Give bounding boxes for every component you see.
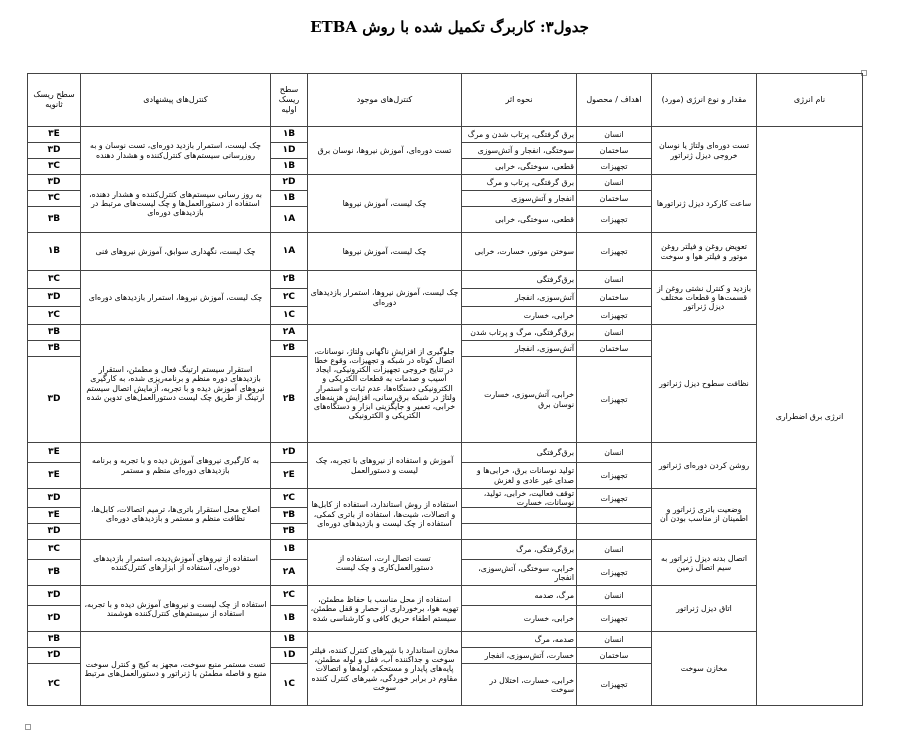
initial-risk-cell: ۲C [271,289,308,307]
secondary-risk-cell: ۲C [28,307,81,325]
target-cell: انسان [577,443,652,463]
energy-amount-cell: تست دوره‌ای ولتاژ یا نوسان خروجی دیزل ژنراتور [652,127,757,175]
proposed-controls-cell: تست مستمر منبع سوخت، مجهز به کیج و کنترل سوخت منبع و فاصله مطمئن با ژنراتور و دستورالعمل‌های مرتبط [81,632,271,706]
initial-risk-cell: ۲A [271,325,308,341]
effect-cell: برق گرفتگی، پرتاب و مرگ [462,175,577,191]
existing-controls-cell: استفاده از محل مناسب با حفاظ مطمئن، تهویه هوا، برخورداری از حصار و قفل مطمئن، سیستم اطفاء حریق کافی و کارشناسی شده [308,586,462,632]
initial-risk-cell: ۳B [271,508,308,524]
target-cell: ساختمان [577,191,652,207]
secondary-risk-cell: ۲C [28,664,81,706]
target-cell: تجهیزات [577,560,652,586]
target-cell: انسان [577,271,652,289]
initial-risk-cell: ۲B [271,357,308,443]
secondary-risk-cell: ۳E [28,508,81,524]
header-effect: نحوه اثر [462,74,577,127]
existing-controls-cell: استفاده از روش استاندارد، استفاده از کابل‌ها و اتصالات، شیت‌ها، استفاده از باتری کمکی، استفاده از چک لیست و بازدیدهای دوره‌ای [308,489,462,540]
initial-risk-cell: ۲D [271,443,308,463]
effect-cell: سوختگی، انفجار و آتش‌سوزی [462,143,577,159]
initial-risk-cell: ۱B [271,632,308,648]
table-row [28,540,863,560]
header-target: اهداف / محصول [577,74,652,127]
secondary-risk-cell: ۳C [28,159,81,175]
proposed-controls-cell: چک لیست، استمرار بازدید دوره‌ای، تست نوسان و به روزرسانی سیستم‌های کنترل‌کننده و هشدار دهنده [81,127,271,175]
initial-risk-cell: ۱B [271,540,308,560]
effect-cell: برق گرفتگی، پرتاب شدن و مرگ [462,127,577,143]
target-cell: ساختمان [577,341,652,357]
table-row [28,127,863,143]
table-header-row [28,74,863,127]
target-cell: انسان [577,540,652,560]
initial-risk-cell: ۱B [271,159,308,175]
effect-cell: توقف فعالیت، خرابی، تولید، نوسانات، خسارت [462,489,577,508]
initial-risk-cell: ۲C [271,586,308,606]
secondary-risk-cell: ۳C [28,191,81,207]
effect-cell: برق‌گرفتگی [462,443,577,463]
target-cell: تجهیزات [577,606,652,632]
table-row [28,271,863,289]
secondary-risk-cell: ۳D [28,357,81,443]
effect-cell: آتش‌سوزی، انفجار [462,341,577,357]
effect-cell: تولید نوسانات برق، خرابی‌ها و صدای غیر عادی و لغزش [462,463,577,489]
proposed-controls-cell: اصلاح محل استقرار باتری‌ها، ترمیم اتصالات، کابل‌ها، نظافت منظم و مستمر و بازدیدهای دوره‌ای [81,489,271,540]
effect-cell: برق‌گرفتگی، مرگ و پرتاب شدن [462,325,577,341]
initial-risk-cell: ۱C [271,307,308,325]
effect-cell: صدمه، مرگ [462,632,577,648]
table-row [28,489,863,508]
energy-amount-cell: وضعیت باتری ژنراتور و اطمینان از مناسب بودن آن [652,489,757,540]
effect-cell: مرگ، صدمه [462,586,577,606]
effect-cell: خرابی، سوختگی، آتش‌سوزی، انفجار [462,560,577,586]
existing-controls-cell: چک لیست، آموزش نیروها، استمرار بازدیدهای دوره‌ای [308,271,462,325]
effect-cell: برق‌گرفتگی، مرگ [462,540,577,560]
header-energy-name: نام انرژی [757,74,863,127]
initial-risk-cell: ۱D [271,648,308,664]
energy-amount-cell: تعویض روغن و فیلتر روغن موتور و فیلتر هوا و سوخت [652,233,757,271]
effect-cell: قطعی، سوختگی، خرابی [462,207,577,233]
existing-controls-cell: تست دوره‌ای، آموزش نیروها، نوسان برق [308,127,462,175]
proposed-controls-cell: به روز رسانی سیستم‌های کنترل‌کننده و هشدار دهنده، استفاده از دستورالعمل‌ها و چک لیست‌های مرتبط در بازدیدهای دوره‌ای [81,175,271,233]
initial-risk-cell: ۱B [271,127,308,143]
energy-amount-cell: اتاق دیزل ژنراتور [652,586,757,632]
target-cell: انسان [577,632,652,648]
table-row [28,325,863,341]
effect-cell: خسارت، آتش‌سوزی، انفجار [462,648,577,664]
initial-risk-cell: ۱B [271,606,308,632]
effect-cell: آتش‌سوزی، انفجار [462,289,577,307]
target-cell: انسان [577,175,652,191]
etba-worksheet-table [27,73,863,706]
existing-controls-cell: آموزش و استفاده از نیروهای با تجربه، چک لیست و دستورالعمل [308,443,462,489]
secondary-risk-cell: ۳D [28,586,81,606]
secondary-risk-cell: ۳D [28,289,81,307]
secondary-risk-cell: ۳C [28,540,81,560]
effect-cell: قطعی، سوختگی، خرابی [462,159,577,175]
secondary-risk-cell: ۳D [28,524,81,540]
effect-cell: انفجار و آتش‌سوزی [462,191,577,207]
secondary-risk-cell: ۳E [28,443,81,463]
initial-risk-cell: ۲B [271,271,308,289]
effect-cell: سوختن موتور، خسارت، خرابی [462,233,577,271]
target-cell: تجهیزات [577,207,652,233]
effect-cell: خرابی، آتش‌سوزی، خسارت نوسان برق [462,357,577,443]
initial-risk-cell: ۱D [271,143,308,159]
energy-amount-cell: روشن کردن دوره‌ای ژنراتور [652,443,757,489]
existing-controls-cell: چک لیست، آموزش نیروها [308,233,462,271]
target-cell: ساختمان [577,648,652,664]
effect-cell: خرابی، خسارت، اختلال در سوخت [462,664,577,706]
energy-amount-cell: ساعت کارکرد دیزل ژنراتورها [652,175,757,233]
secondary-risk-cell: ۳D [28,143,81,159]
table-row [28,233,863,271]
proposed-controls-cell: چک لیست، آموزش نیروها، استمرار بازدیدهای دوره‌ای [81,271,271,325]
proposed-controls-cell: استقرار سیستم ارتینگ فعال و مطمئن، استقرار بازدیدهای دوره منظم و برنامه‌ریزی شده، به کارگیری نیروهای آموزش دیده و با تجربه، آزمایش اتصال سیستم ارتینگ از طریق چک لیست دستورالعمل‌های تدوین شده [81,325,271,443]
initial-risk-cell: ۲C [271,489,308,508]
target-cell: انسان [577,127,652,143]
initial-risk-cell: ۱B [271,191,308,207]
energy-name-cell: انرژی برق اضطراری [757,127,863,706]
existing-controls-cell: چک لیست، آموزش نیروها [308,175,462,233]
existing-controls-cell: مخازن استاندارد با شیرهای کنترل کننده، فیلتر سوخت و جداکننده آب، قفل و لوله مطمئن، پایه‌های پایدار و مستحکم، لوله‌ها و اتصالات مقاوم در برابر خوردگی، شیرهای کنترل کننده سوخت [308,632,462,706]
secondary-risk-cell: ۳B [28,632,81,648]
secondary-risk-cell: ۳B [28,325,81,341]
header-energy-amount: مقدار و نوع انرژی (مورد) [652,74,757,127]
target-cell: تجهیزات [577,489,652,508]
target-cell: تجهیزات [577,233,652,271]
effect-cell: برق‌گرفتگی [462,271,577,289]
table-title: جدول۳: کاربرگ تکمیل شده با روش ETBA [310,18,589,36]
initial-risk-cell: ۲E [271,463,308,489]
initial-risk-cell: ۲D [271,175,308,191]
target-cell: انسان [577,586,652,606]
energy-amount-cell: نظافت سطوح دیزل ژنراتور [652,325,757,443]
initial-risk-cell: ۲B [271,341,308,357]
secondary-risk-cell: ۳C [28,271,81,289]
energy-amount-cell: اتصال بدنه دیزل ژنراتور به سیم اتصال زمین [652,540,757,586]
target-cell: ساختمان [577,289,652,307]
proposed-controls-cell: استفاده از چک لیست و نیروهای آموزش دیده و با تجربه، استفاده از سیستم‌های کنترل‌کننده هوشمند [81,586,271,632]
table-row [28,632,863,648]
secondary-risk-cell: ۳B [28,341,81,357]
initial-risk-cell: ۲A [271,560,308,586]
header-proposed-controls: کنترل‌های پیشنهادی [81,74,271,127]
energy-amount-cell: مخازن سوخت [652,632,757,706]
initial-risk-cell: ۱A [271,233,308,271]
target-cell: تجهیزات [577,159,652,175]
effect-cell [462,508,577,524]
proposed-controls-cell: استفاده از نیروهای آموزش‌دیده، استمرار بازدیدهای دوره‌ای، استفاده از ابزارهای کنترل‌کننده [81,540,271,586]
secondary-risk-cell: ۳B [28,207,81,233]
target-cell: تجهیزات [577,463,652,489]
proposed-controls-cell: چک لیست، نگهداری سوابق، آموزش نیروهای فنی [81,233,271,271]
existing-controls-cell: جلوگیری از افزایش ناگهانی ولتاژ، نوسانات، اتصال کوتاه در شبکه و تجهیزات، وقوع خطا در تنایج خروجی تجهیزات الکترونیکی، ایجاد آسیب و صدمات به قطعات الکتریکی و الکترونیکی دستگاه‌ها، عدم ثبات و استمرار ولتاژ در شبکه برق‌رسانی، افزایش هزینه‌های خرابی، تعمیر و جایگزینی ابزار و دستگاه‌های الکتریکی و الکترونیکی [308,325,462,443]
effect-cell: خرابی، خسارت [462,307,577,325]
effect-cell: خرابی، خسارت [462,606,577,632]
energy-amount-cell: بازدید و کنترل نشتی روغن از قسمت‌ها و قطعات مختلف دیزل ژنراتور [652,271,757,325]
header-initial-risk: سطح ریسک اولیه [271,74,308,127]
target-cell: تجهیزات [577,664,652,706]
initial-risk-cell: ۳B [271,524,308,540]
secondary-risk-cell: ۲D [28,648,81,664]
header-secondary-risk: سطح ریسک ثانویه [28,74,81,127]
target-cell [577,508,652,524]
initial-risk-cell: ۱C [271,664,308,706]
secondary-risk-cell: ۳B [28,560,81,586]
table-body [28,127,863,706]
secondary-risk-cell: ۳D [28,175,81,191]
existing-controls-cell: تست اتصال ارت، استفاده از دستورالعمل‌کاری و چک لیست [308,540,462,586]
effect-cell [462,524,577,540]
target-cell: ساختمان [577,143,652,159]
target-cell: تجهیزات [577,307,652,325]
secondary-risk-cell: ۲D [28,606,81,632]
secondary-risk-cell: ۳E [28,463,81,489]
table-row [28,175,863,191]
table-row [28,443,863,463]
secondary-risk-cell: ۱B [28,233,81,271]
target-cell: انسان [577,325,652,341]
table-row [28,586,863,606]
table-resize-handle-icon[interactable] [25,724,31,730]
header-existing-controls: کنترل‌های موجود [308,74,462,127]
initial-risk-cell: ۱A [271,207,308,233]
secondary-risk-cell: ۳E [28,127,81,143]
target-cell [577,524,652,540]
target-cell: تجهیزات [577,357,652,443]
proposed-controls-cell: به کارگیری نیروهای آموزش دیده و با تجربه و برنامه بازدیدهای دوره‌ای منظم و مستمر [81,443,271,489]
secondary-risk-cell: ۳D [28,489,81,508]
